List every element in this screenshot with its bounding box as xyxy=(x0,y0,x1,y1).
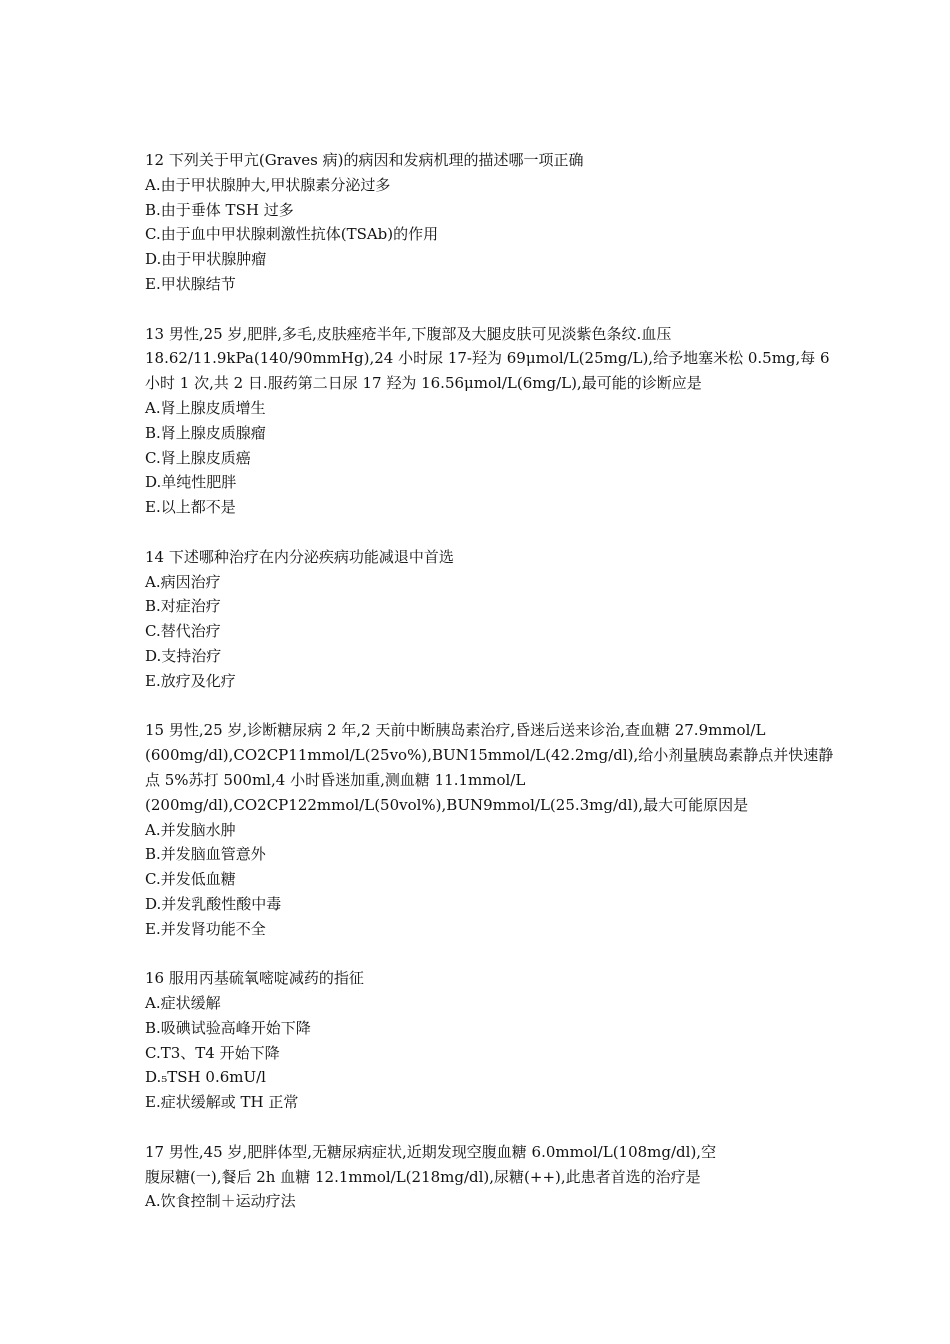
option-c: C.替代治疗 xyxy=(145,622,221,641)
question-12 xyxy=(145,148,815,297)
option-e: E.症状缓解或 TH 正常 xyxy=(145,1093,299,1112)
option-e: E.甲状腺结节 xyxy=(145,274,236,293)
option-a: A.症状缓解 xyxy=(145,994,221,1013)
question-stem: 14 下述哪种治疗在内分泌疾病功能减退中首选 xyxy=(145,547,454,566)
question-17 xyxy=(145,1140,815,1214)
question-stem: 小时 1 次,共 2 日.服药第二日尿 17 羟为 16.56μmol/L(6mg/L),最可能的诊断应是 xyxy=(145,374,702,393)
option-a: A.并发脑水肿 xyxy=(145,820,236,839)
question-stem: 13 男性,25 岁,肥胖,多毛,皮肤痤疮半年,下腹部及大腿皮肤可见淡紫色条纹.血压 xyxy=(145,324,672,343)
option-c: C.肾上腺皮质癌 xyxy=(145,448,251,467)
option-d: D.单纯性肥胖 xyxy=(145,473,237,492)
option-c: C.由于血中甲状腺刺激性抗体(TSAb)的作用 xyxy=(145,225,439,244)
option-d: D.₅TSH 0.6mU/l xyxy=(145,1068,266,1087)
question-stem: 12 下列关于甲亢(Graves 病)的病因和发病机理的描述哪一项正确 xyxy=(145,151,584,169)
option-b: B.并发脑血管意外 xyxy=(145,845,266,864)
document-page xyxy=(145,148,834,1239)
option-a: A.由于甲状腺肿大,甲状腺素分泌过多 xyxy=(145,175,391,194)
question-stem: (600mg/dl),CO2CP11mmol/L(25vo%),BUN15mmol/L(42.2mg/dl),给小剂量胰岛素静点并快速静 xyxy=(145,746,834,765)
question-stem: 16 服用丙基硫氧嘧啶减药的指征 xyxy=(145,969,364,988)
option-b: B.对症治疗 xyxy=(145,597,221,616)
option-b: B.吸碘试验高峰开始下降 xyxy=(145,1018,311,1037)
question-stem: 15 男性,25 岁,诊断糖尿病 2 年,2 天前中断胰岛素治疗,昏迷后送来诊治,查血糖 27.9mmol/L xyxy=(145,721,766,740)
option-c: C.并发低血糖 xyxy=(145,870,236,889)
option-d: D.由于甲状腺肿瘤 xyxy=(145,250,267,269)
question-14 xyxy=(145,545,815,694)
option-d: D.并发乳酸性酸中毒 xyxy=(145,894,282,913)
option-c: C.T3、T4 开始下降 xyxy=(145,1043,280,1062)
option-a: A.病因治疗 xyxy=(145,572,221,591)
question-15 xyxy=(145,718,834,941)
question-stem: 点 5%苏打 500ml,4 小时昏迷加重,测血糖 11.1mmol/L xyxy=(145,770,526,789)
option-a: A.肾上腺皮质增生 xyxy=(145,398,266,417)
option-e: E.以上都不是 xyxy=(145,498,236,517)
option-b: B.由于垂体 TSH 过多 xyxy=(145,200,294,219)
question-16 xyxy=(145,966,815,1115)
option-a: A.饮食控制＋运动疗法 xyxy=(145,1192,296,1211)
question-stem: (200mg/dl),CO2CP122mmol/L(50vol%),BUN9mmol/L(25.3mg/dl),最大可能原因是 xyxy=(145,795,749,814)
option-d: D.支持治疗 xyxy=(145,646,222,665)
option-e: E.并发肾功能不全 xyxy=(145,919,266,938)
option-b: B.肾上腺皮质腺瘤 xyxy=(145,423,266,442)
option-e: E.放疗及化疗 xyxy=(145,671,236,690)
question-stem: 腹尿糖(一),餐后 2h 血糖 12.1mmol/L(218mg/dl),尿糖(++),此患者首选的治疗是 xyxy=(145,1167,701,1186)
question-stem: 18.62/11.9kPa(140/90mmHg),24 小时尿 17-羟为 69μmol/L(25mg/L),给予地塞米松 0.5mg,每 6 xyxy=(145,349,830,368)
question-13 xyxy=(145,322,830,520)
question-stem: 17 男性,45 岁,肥胖体型,无糖尿病症状,近期发现空腹血糖 6.0mmol/L(108mg/dl),空 xyxy=(145,1142,717,1161)
